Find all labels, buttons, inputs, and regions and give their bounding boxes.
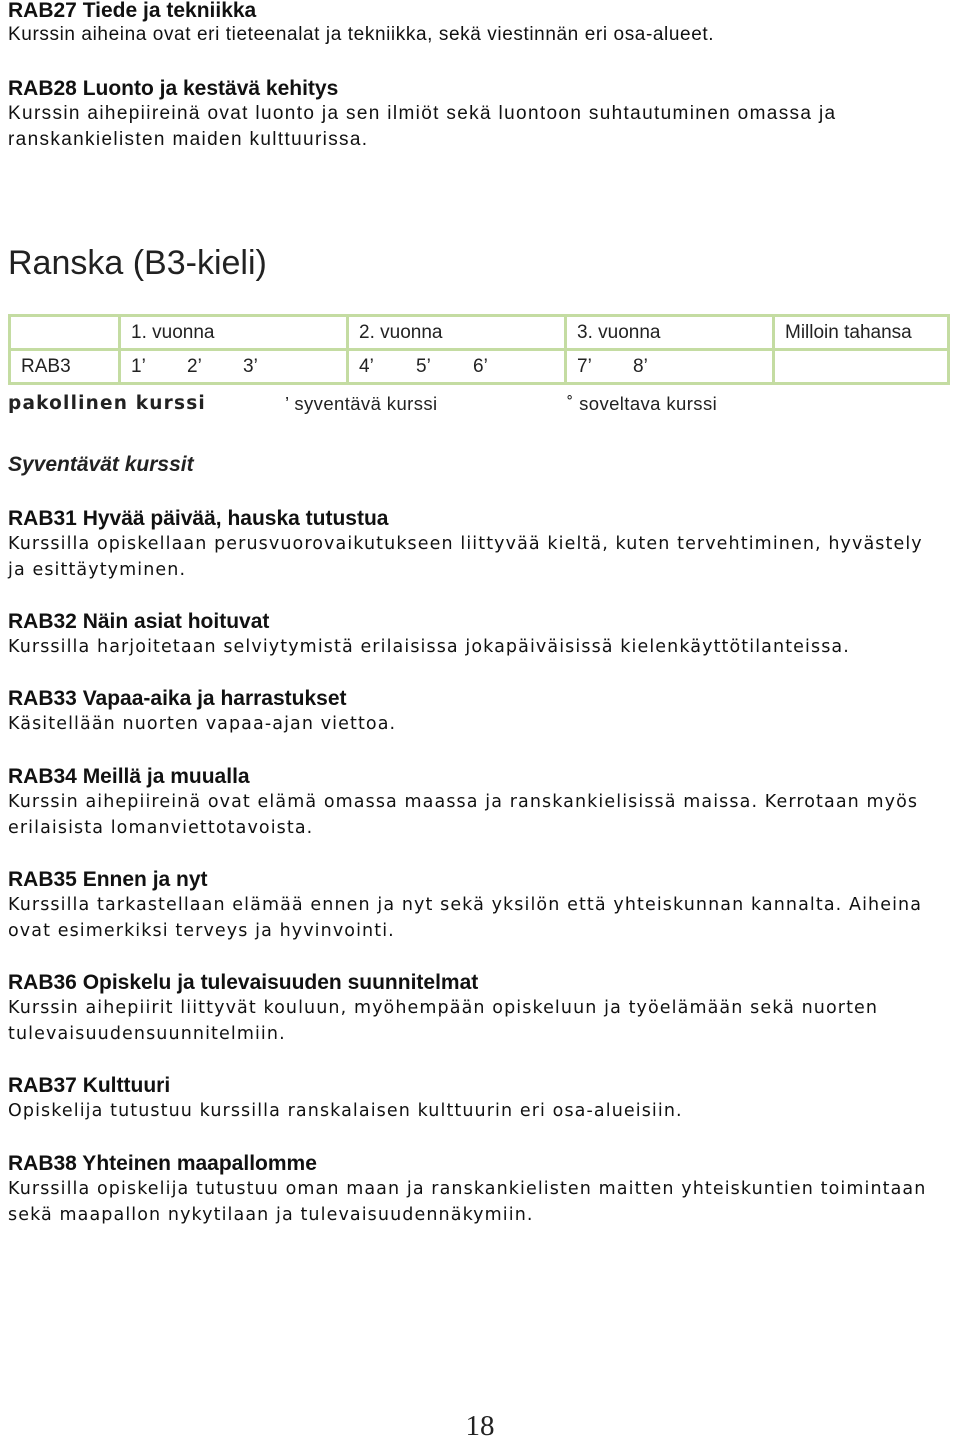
legend-applied: ˚ soveltava kurssi bbox=[567, 393, 718, 414]
table-header-year2: 2. vuonna bbox=[348, 316, 566, 350]
course-description: Kurssin aihepiirit liittyvät kouluun, myöhempään opiskeluun ja työelämään sekä nuorten tulevaisuudensuunnitelmiin. bbox=[8, 998, 879, 1044]
course-title: RAB35 Ennen ja nyt bbox=[8, 868, 208, 891]
course-description: Opiskelija tutustuu kurssilla ranskalaisen kulttuurin eri osa-alueisiin. bbox=[8, 1101, 683, 1121]
course-title: RAB33 Vapaa-aika ja harrastukset bbox=[8, 687, 347, 710]
course-cell: 3’ bbox=[243, 355, 258, 377]
course-cell: 4’ bbox=[359, 355, 374, 377]
course-title: RAB34 Meillä ja muualla bbox=[8, 765, 250, 788]
table-row-label: RAB3 bbox=[10, 350, 120, 384]
course-description: Käsitellään nuorten vapaa-ajan viettoa. bbox=[8, 714, 397, 734]
subsection-title: Syventävät kurssit bbox=[8, 453, 194, 476]
legend-advanced: ’ syventävä kurssi bbox=[285, 393, 438, 414]
course-title: RAB28 Luonto ja kestävä kehitys bbox=[8, 77, 339, 100]
course-title: RAB31 Hyvää päivää, hauska tutustua bbox=[8, 507, 389, 530]
course-description: Kurssin aiheina ovat eri tieteenalat ja tekniikka, sekä viestinnän eri osa-alueet. bbox=[8, 24, 715, 45]
course-description: Kurssin aihepiireinä ovat elämä omassa maassa ja ranskankielisissä maissa. Kerrotaan myös erilaisista lomanviettotavoista. bbox=[8, 792, 919, 838]
course-schedule-table bbox=[8, 314, 950, 385]
course-description: Kurssilla opiskelija tutustuu oman maan ja ranskankielisten maitten yhteiskuntien toimintaan sekä maapallon nykytilaan ja tulevaisuudennäkymiin. bbox=[8, 1179, 927, 1225]
table-header-anytime: Milloin tahansa bbox=[774, 316, 949, 350]
table-header-year1: 1. vuonna bbox=[120, 316, 348, 350]
course-title: RAB37 Kulttuuri bbox=[8, 1074, 171, 1097]
page-number: 18 bbox=[465, 1410, 495, 1442]
year3-courses bbox=[566, 350, 774, 384]
table-header-empty bbox=[10, 316, 120, 350]
year1-courses bbox=[120, 350, 348, 384]
table-header-row bbox=[10, 316, 949, 350]
anytime-courses bbox=[774, 350, 949, 384]
course-title: RAB27 Tiede ja tekniikka bbox=[8, 0, 257, 22]
course-title: RAB32 Näin asiat hoituvat bbox=[8, 610, 270, 633]
course-cell: 1’ bbox=[131, 355, 146, 377]
course-cell: 8’ bbox=[633, 355, 648, 377]
section-title: Ranska (B3-kieli) bbox=[8, 244, 267, 282]
course-description: Kurssin aihepiireinä ovat luonto ja sen ilmiöt sekä luontoon suhtautuminen omassa ja ranskankielisten maiden kulttuurissa. bbox=[8, 103, 837, 150]
course-description: Kurssilla tarkastellaan elämää ennen ja nyt sekä yksilön että yhteiskunnan kannalta. Aiheina ovat esimerkiksi terveys ja hyvinvointi. bbox=[8, 895, 923, 941]
course-title: RAB38 Yhteinen maapallomme bbox=[8, 1152, 317, 1175]
year2-courses bbox=[348, 350, 566, 384]
course-cell: 2’ bbox=[187, 355, 202, 377]
course-description: Kurssilla harjoitetaan selviytymistä erilaisissa jokapäiväisissä kielenkäyttötilanteissa. bbox=[8, 637, 850, 657]
course-description: Kurssilla opiskellaan perusvuorovaikutukseen liittyvää kieltä, kuten tervehtiminen, hyvästely ja esittäytyminen. bbox=[8, 534, 923, 580]
course-title: RAB36 Opiskelu ja tulevaisuuden suunnitelmat bbox=[8, 971, 479, 994]
course-cell: 6’ bbox=[473, 355, 488, 377]
legend-mandatory: pakollinen kurssi bbox=[8, 393, 206, 414]
table-header-year3: 3. vuonna bbox=[566, 316, 774, 350]
course-cell: 5’ bbox=[416, 355, 431, 377]
course-cell: 7’ bbox=[577, 355, 592, 377]
table-row bbox=[10, 350, 949, 384]
